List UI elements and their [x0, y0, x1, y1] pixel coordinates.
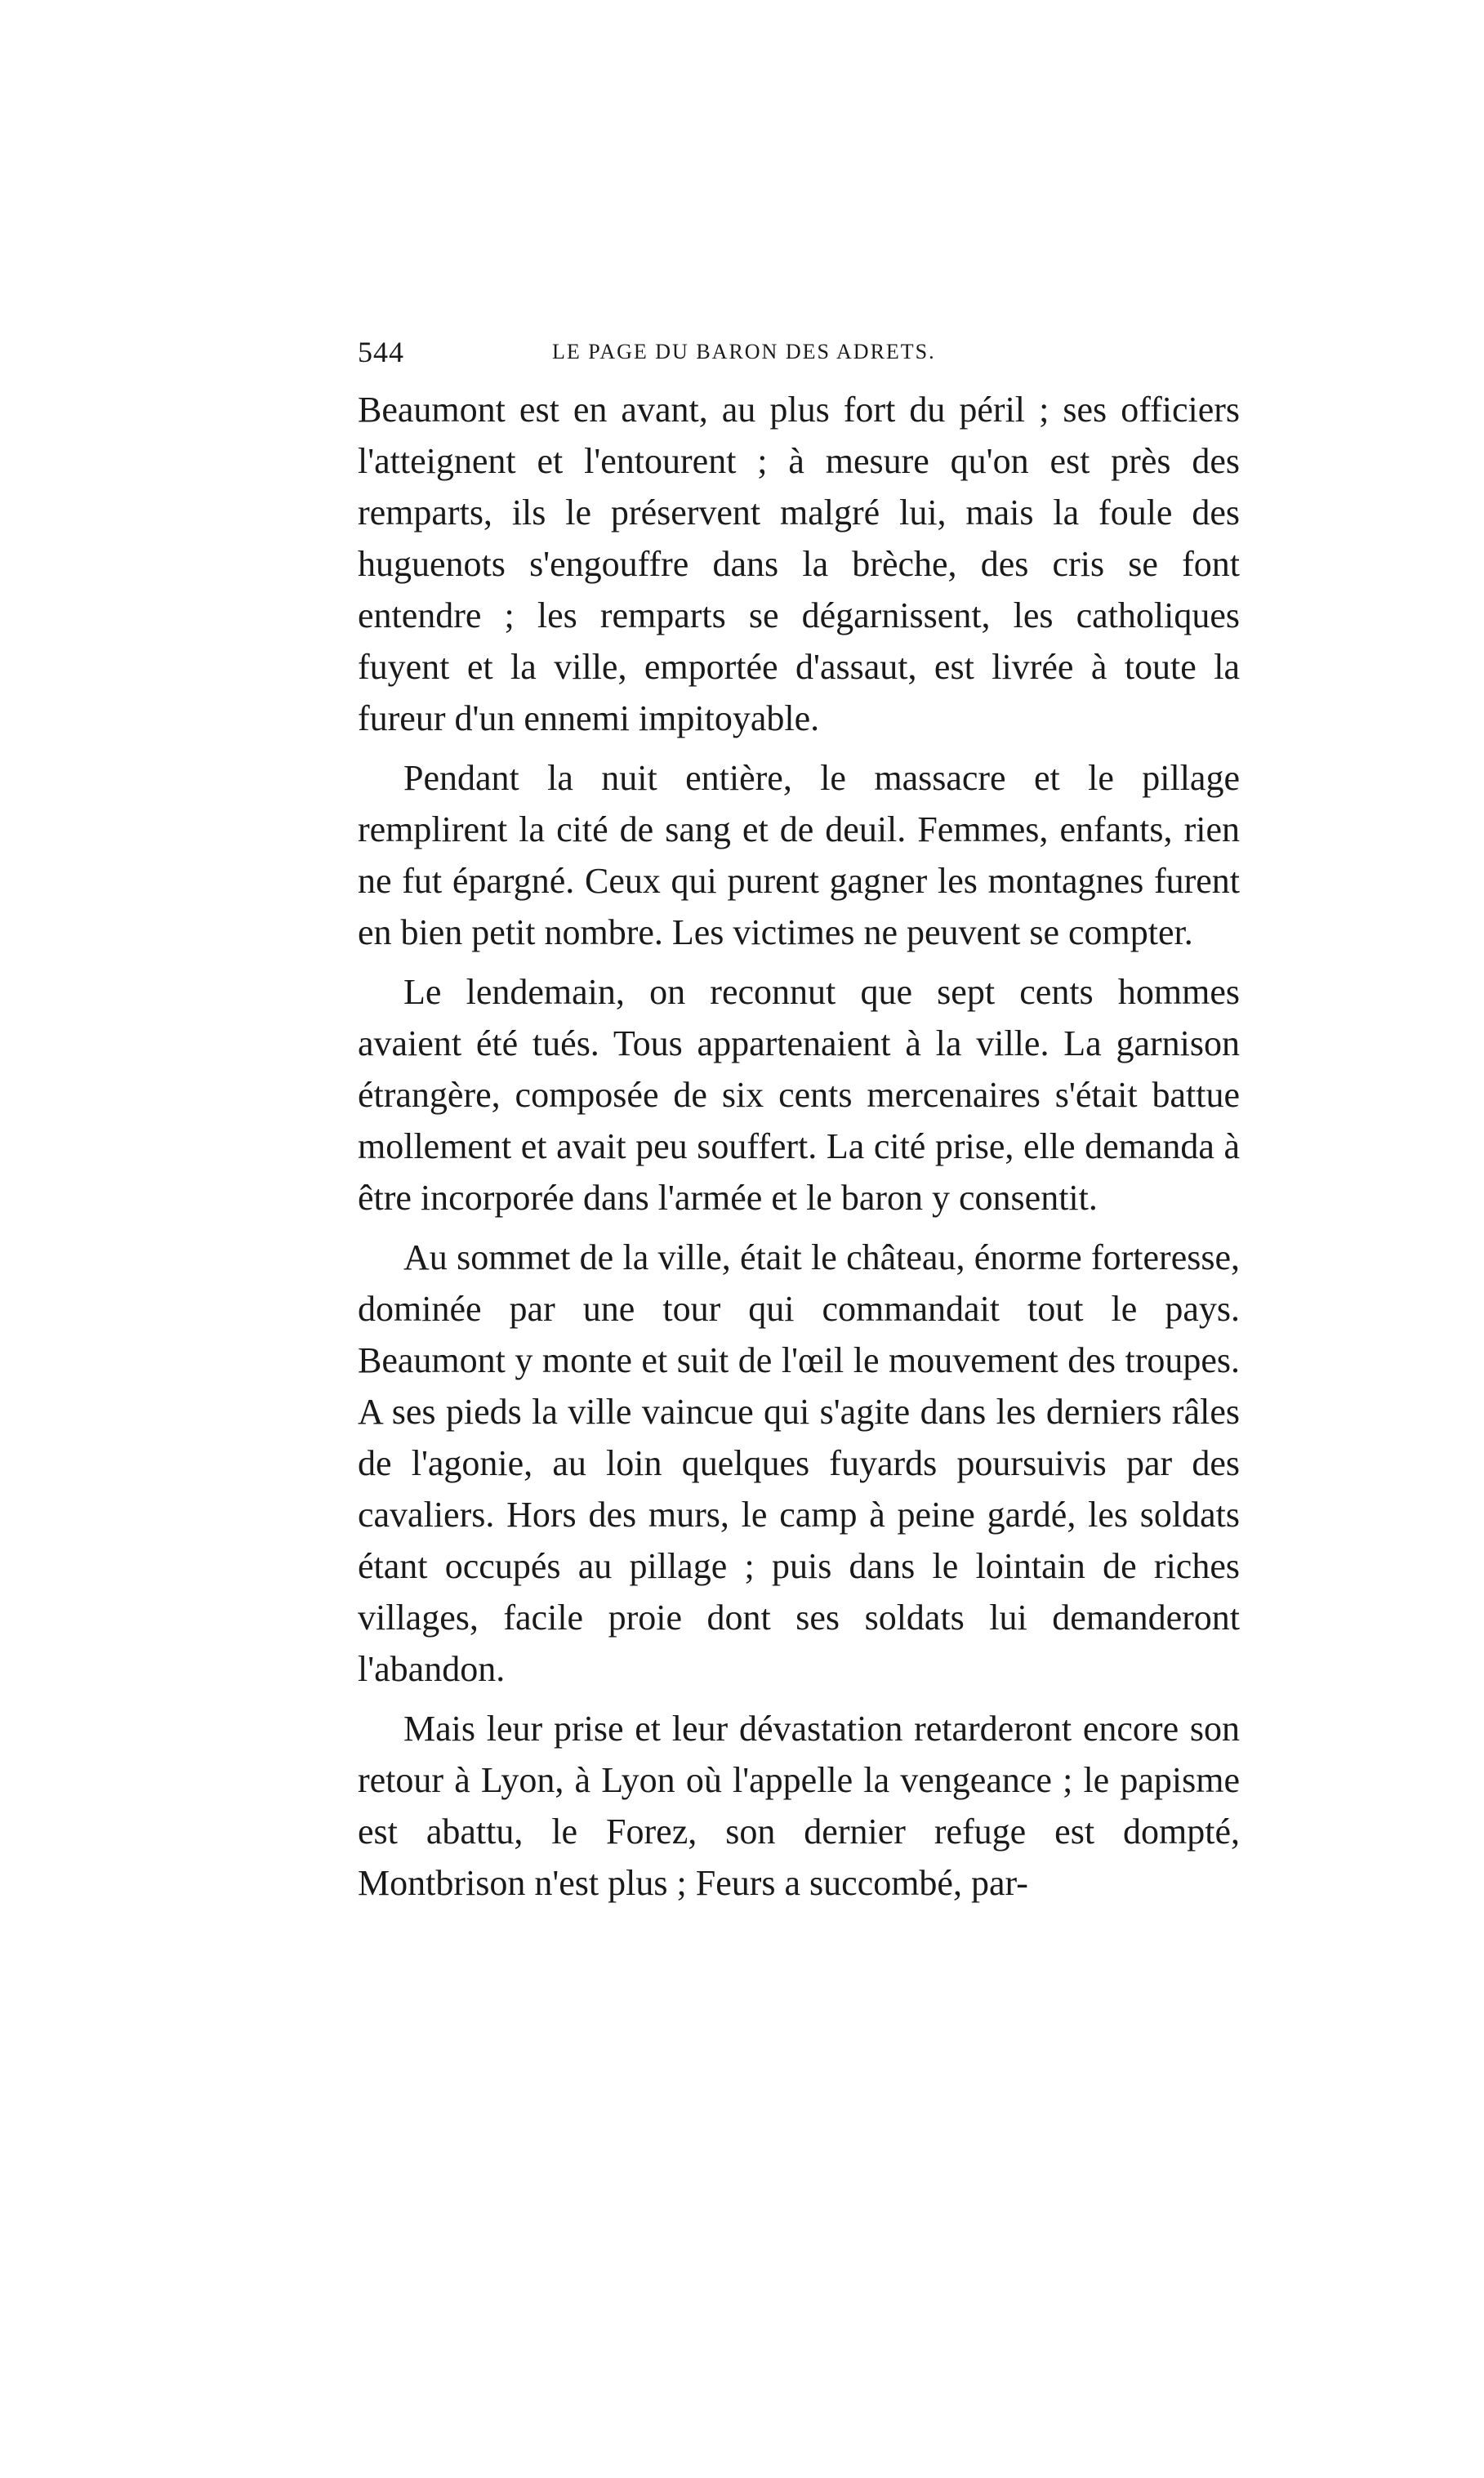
- paragraph-5: Mais leur prise et leur dévastation retarderont encore son retour à Lyon, à Lyon où l'appelle la vengeance ; le papisme est abattu, le Forez, son dernier refuge est dompté, Montbrison n'est plus ; Feurs a succombé, par-: [358, 1709, 1240, 1903]
- paragraph-3: Le lendemain, on reconnut que sept cents hommes avaient été tués. Tous appartenaient à la ville. La garnison étrangère, composée de six cents mercenaires s'était battue mollement et avait peu souffert. La cité prise, elle demanda à être incorporée dans l'armée et le baron y consentit.: [358, 972, 1240, 1218]
- page-number: 544: [358, 336, 404, 368]
- paragraph-1: Beaumont est en avant, au plus fort du péril ; ses officiers l'atteignent et l'entourent ; à mesure qu'on est près des remparts, ils le préservent malgré lui, mais la foule des huguenots s'engouffre dans la brèche, des cris se font entendre ; les remparts se dégarnissent, les catholiques fuyent et la ville, emportée d'assaut, est livrée à toute la fureur d'un ennemi impitoyable.: [358, 390, 1240, 738]
- running-title: LE PAGE DU BARON DES ADRETS.: [552, 340, 936, 363]
- page-header: [358, 335, 1289, 376]
- body-text: [358, 384, 1240, 1917]
- paragraph-2: Pendant la nuit entière, le massacre et le pillage remplirent la cité de sang et de deuil. Femmes, enfants, rien ne fut épargné. Ceux qui purent gagner les montagnes furent en bien petit nombre. Les victimes ne peuvent se compter.: [358, 758, 1240, 952]
- paragraph-4: Au sommet de la ville, était le château, énorme forteresse, dominée par une tour qui commandait tout le pays. Beaumont y monte et suit de l'œil le mouvement des troupes. A ses pieds la ville vaincue qui s'agite dans les derniers râles de l'agonie, au loin quelques fuyards poursuivis par des cavaliers. Hors des murs, le camp à peine gardé, les soldats étant occupés au pillage ; puis dans le lointain de riches villages, facile proie dont ses soldats lui demanderont l'abandon.: [358, 1237, 1240, 1689]
